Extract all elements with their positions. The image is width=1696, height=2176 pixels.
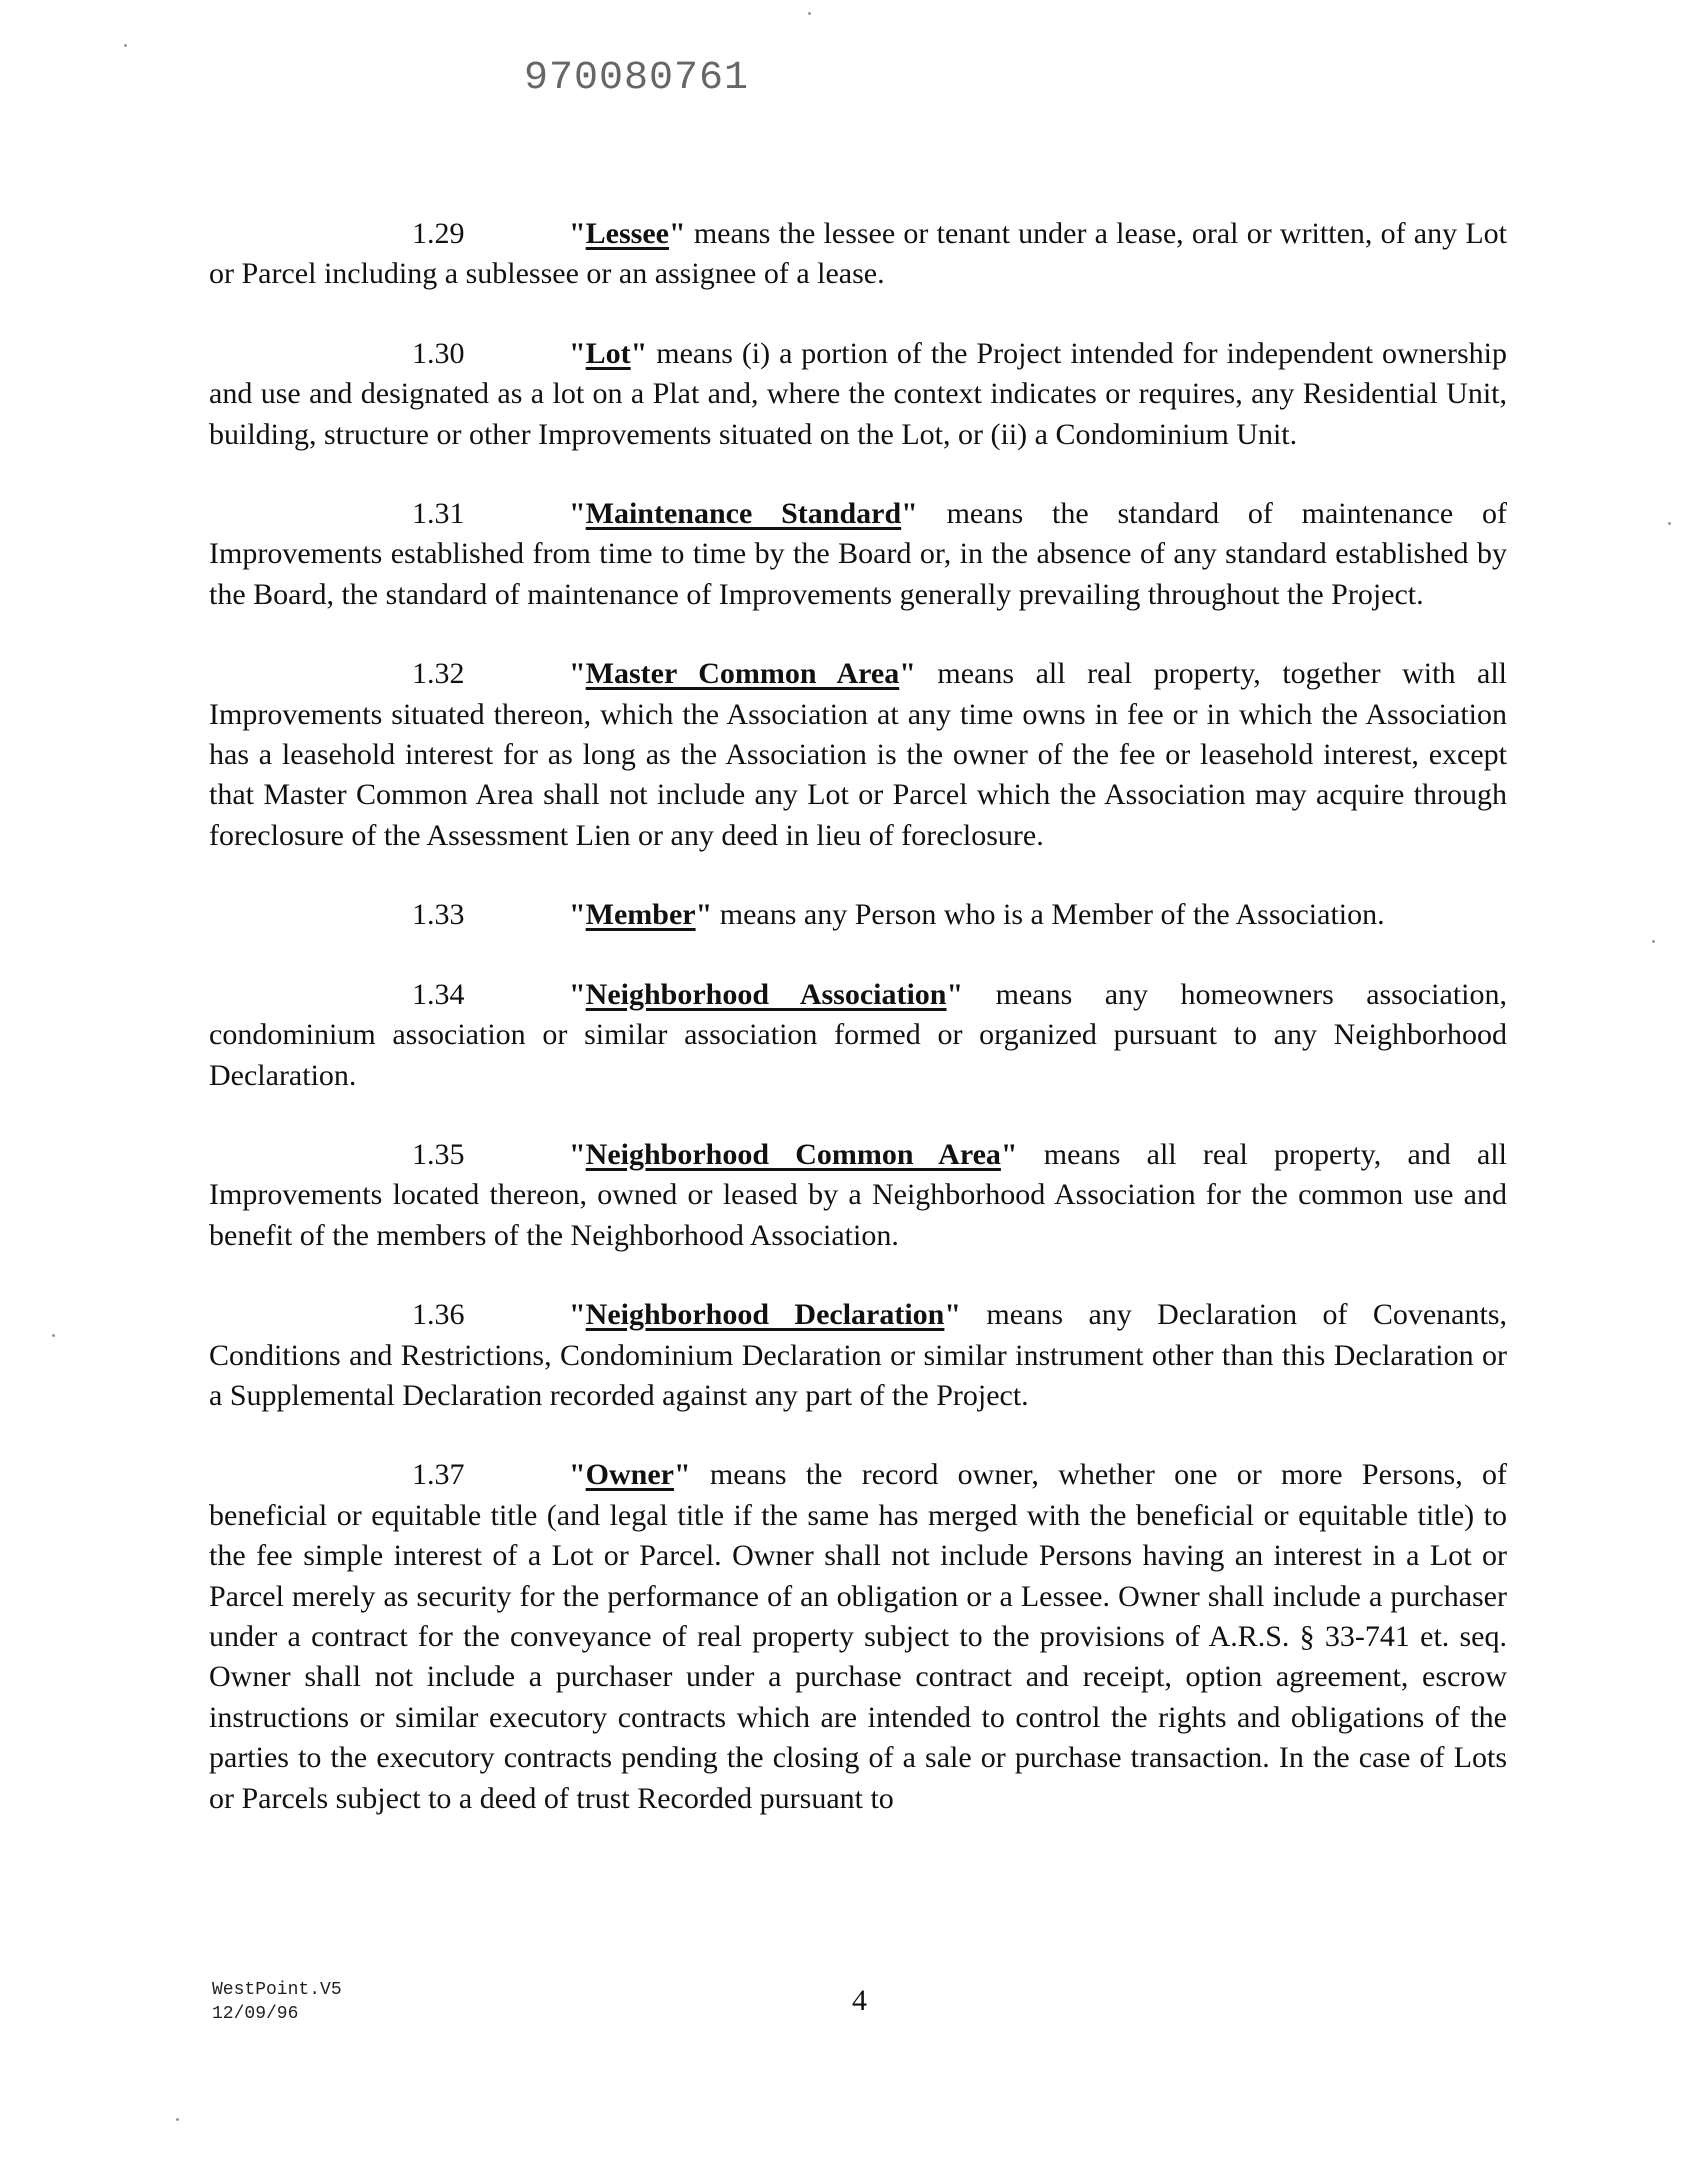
definition-1-33: 1.33 "Member" means any Person who is a Member of the Association. xyxy=(209,895,1507,935)
definition-1-29: 1.29 "Lessee" means the lessee or tenant under a lease, oral or written, of any Lot or Parcel including a sublessee or an assignee of a lease. xyxy=(209,214,1507,295)
section-number: 1.33 xyxy=(412,898,465,932)
definition-1-30: 1.30 "Lot" means (i) a portion of the Project intended for independent ownership and use and designated as a lot on a Plat and, where the context indicates or requires, any Residential Unit, building, structure or other Improvements situated on the Lot, or (ii) a Condominium Unit. xyxy=(209,334,1507,455)
definitions-section xyxy=(209,214,1507,1858)
definition-text: means any Person who is a Member of the Association. xyxy=(712,898,1385,932)
defined-term: Neighborhood Common Area xyxy=(585,1137,1001,1171)
section-number: 1.36 xyxy=(412,1298,465,1332)
footer-doc-id: WestPoint.V5 xyxy=(212,1980,342,2000)
definition-text: means the lessee or tenant under a lease, oral or written, of any Lot or Parcel including a sublessee or an assignee of a lease. xyxy=(209,217,1507,291)
scan-speck xyxy=(124,44,127,47)
defined-term: Maintenance Standard xyxy=(585,497,902,531)
definition-1-35: 1.35 "Neighborhood Common Area" means all real property, and all Improvements located thereon, owned or leased by a Neighborhood Association for the common use and benefit of the members of the Neighborhood Association. xyxy=(209,1135,1507,1256)
scan-speck xyxy=(176,2118,179,2121)
section-number: 1.35 xyxy=(412,1137,465,1171)
scan-speck xyxy=(1652,940,1655,943)
section-number: 1.29 xyxy=(412,217,465,250)
scan-speck xyxy=(1668,522,1671,525)
definition-1-36: 1.36 "Neighborhood Declaration" means any Declaration of Covenants, Conditions and Restrictions, Condominium Declaration or similar instrument other than this Declaration or a Supplemental Declaration recorded against any part of the Project. xyxy=(209,1295,1507,1416)
definition-1-37: 1.37 "Owner" means the record owner, whether one or more Persons, of beneficial or equitable title (and legal title if the same has merged with the beneficial or equitable title) to the fee simple interest of a Lot or Parcel. Owner shall not include Persons having an interest in a Lot or Parcel merely as security for the performance of an obligation or a Lessee. Owner shall include a purchaser under a contract for the conveyance of real property subject to the provisions of A.R.S. § 33-741 et. seq. Owner shall not include a purchaser under a purchase contract and receipt, option agreement, escrow instructions or similar executory contracts which are intended to control the rights and obligations of the parties to the executory contracts pending the closing of a sale or purchase transaction. In the case of Lots or Parcels subject to a deed of trust Recorded pursuant to xyxy=(209,1455,1507,1819)
definition-text: means all real property, and all Improvements located thereon, owned or leased by a Neighborhood Association for the common use and benefit of the members of the Neighborhood Association. xyxy=(209,1137,1507,1252)
section-number: 1.30 xyxy=(412,336,465,370)
definition-1-31: 1.31 "Maintenance Standard" means the standard of maintenance of Improvements established from time to time by the Board or, in the absence of any standard established by the Board, the standard of maintenance of Improvements generally prevailing throughout the Project. xyxy=(209,494,1507,615)
defined-term: Member xyxy=(585,898,696,932)
footer-date: 12/09/96 xyxy=(212,2004,299,2024)
section-number: 1.32 xyxy=(412,657,465,691)
definition-1-34: 1.34 "Neighborhood Association" means any homeowners association, condominium association or similar association formed or organized pursuant to any Neighborhood Declaration. xyxy=(209,975,1507,1096)
defined-term: Neighborhood Association xyxy=(585,977,947,1011)
definition-text: means the standard of maintenance of Improvements established from time to time by the Board or, in the absence of any standard established by the Board, the standard of maintenance of Improvements generally prevailing throughout the Project. xyxy=(209,497,1508,611)
defined-term: Neighborhood Declaration xyxy=(585,1298,945,1332)
definition-text: means all real property, together with all Improvements situated thereon, which the Association at any time owns in fee or in which the Association has a leasehold interest for as long as the Association is the owner of the fee or leasehold interest, except that Master Common Area shall not include any Lot or Parcel which the Association may acquire through foreclosure of the Assessment Lien or any deed in lieu of foreclosure. xyxy=(209,657,1507,852)
section-number: 1.34 xyxy=(412,977,465,1011)
section-number: 1.37 xyxy=(412,1458,465,1492)
defined-term: Master Common Area xyxy=(585,657,900,691)
footer-document-info xyxy=(212,1978,342,2026)
definition-text: means (i) a portion of the Project intended for independent ownership and use and designated as a lot on a Plat and, where the context indicates or requires, any Residential Unit, building, structure or other Improvements situated on the Lot, or (ii) a Condominium Unit. xyxy=(209,336,1507,451)
defined-term: Owner xyxy=(585,1458,674,1492)
page-number: 4 xyxy=(852,1984,867,2017)
definition-1-32: 1.32 "Master Common Area" means all real property, together with all Improvements situated thereon, which the Association at any time owns in fee or in which the Association has a leasehold interest for as long as the Association is the owner of the fee or leasehold interest, except that Master Common Area shall not include any Lot or Parcel which the Association may acquire through foreclosure of the Assessment Lien or any deed in lieu of foreclosure. xyxy=(209,654,1507,856)
definition-text: means any homeowners association, condominium association or similar association formed or organized pursuant to any Neighborhood Declaration. xyxy=(209,977,1507,1092)
definition-text: means the record owner, whether one or more Persons, of beneficial or equitable title (and legal title if the same has merged with the beneficial or equitable title) to the fee simple interest of a Lot or Parcel. Owner shall not include Persons having an interest in a Lot or Parcel merely as security for the performance of an obligation or a Lessee. Owner shall include a purchaser under a contract for the conveyance of real property subject to the provisions of A.R.S. § 33-741 et. seq. Owner shall not include a purchaser under a purchase contract and receipt, option agreement, escrow instructions or similar executory contracts which are intended to control the rights and obligations of the parties to the executory contracts pending the closing of a sale or purchase transaction. In the case of Lots or Parcels subject to a deed of trust Recorded pursuant to xyxy=(209,1458,1507,1815)
defined-term: Lot xyxy=(585,336,631,370)
section-number: 1.31 xyxy=(412,497,465,531)
scan-speck xyxy=(52,1334,55,1337)
definition-text: means any Declaration of Covenants, Conditions and Restrictions, Condominium Declaration or similar instrument other than this Declaration or a Supplemental Declaration recorded against any part of the Project. xyxy=(209,1298,1507,1412)
defined-term: Lessee xyxy=(585,217,669,250)
document-stamp-number: 970080761 xyxy=(524,56,750,101)
scan-speck xyxy=(808,12,811,15)
